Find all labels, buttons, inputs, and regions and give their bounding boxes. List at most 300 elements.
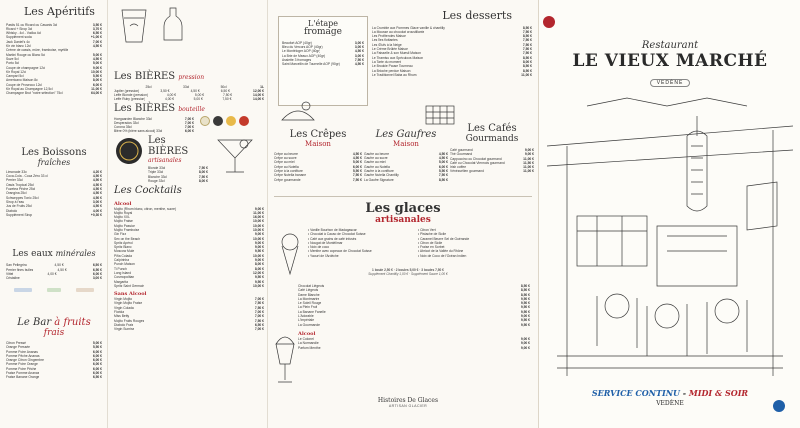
restaurant-header (539, 40, 800, 89)
menu-item-price: 7,50 € (522, 42, 532, 47)
menu-item-name: Gaufre au sucre (364, 156, 388, 161)
menu-item-price: 64,00 € (91, 91, 102, 96)
menu-item-name: Irish coffee (450, 165, 467, 170)
perrier-logo-icon (47, 287, 61, 293)
menu-item-price: 8,00 € (92, 78, 102, 83)
bieres-bouteille-subtitle: bouteille (178, 106, 205, 113)
menu-item-price: 4,50 € (438, 156, 448, 161)
restaurant-kicker: Restaurant (641, 40, 699, 51)
fromage-title-b: fromage (303, 27, 343, 38)
menu-item-name: Schweppes Tonic 25cl (6, 195, 39, 200)
menu-item-price: +0,30 € (90, 212, 102, 217)
flavour-item: • Noix de Coco de l'Océan Indien (418, 253, 467, 258)
bieres-artisanales-list (148, 166, 208, 183)
bieres-pression-title: Les BIÈRES (114, 71, 176, 82)
cocktails-section (114, 186, 264, 332)
bieres-artisanales-section (114, 136, 264, 183)
flavour-item: • Vanille Bourbon de Madagascar (308, 228, 357, 232)
flavour-item: • Chocolat à Cacao de Chocolat Suisse (308, 232, 366, 237)
flavour-item: • Citron Vert (418, 228, 436, 232)
menu-item-name: L'Impériale (298, 318, 315, 323)
boissons-section (6, 148, 102, 217)
cocktails-sans-alcool-list (114, 297, 264, 331)
menu-item-name: Crêpe Nutella banane (274, 173, 307, 178)
menu-item-name: Gin Fizz (114, 232, 127, 237)
menu-item-price: 4,50 € (92, 178, 102, 183)
menu-panel-2 (108, 0, 268, 428)
bar-fruits-title-b: à fruits (54, 317, 91, 328)
flavour-item: • Citron de Sicile (418, 240, 443, 245)
bieres-pression-heading (114, 72, 264, 83)
hoegaarden-logo-icon (200, 116, 210, 126)
beer-brand-logos (200, 116, 249, 134)
menu-item-price: 4,50 € (92, 182, 102, 187)
glaces-brand-name: Histoires De Glaces (377, 397, 439, 404)
menu-item-price: 5,00 € (352, 160, 362, 165)
menu-item-name: Kir Royal 12cl (6, 69, 27, 74)
menu-item-name: La Normandie (298, 341, 319, 346)
market-hall-illustration (547, 86, 793, 376)
menu-item-name: Ti Punch (114, 266, 127, 271)
menu-item-price: 6,00 € (438, 164, 448, 169)
menu-item (6, 91, 102, 95)
menu-item-price: 7,00 € (184, 116, 194, 121)
glaces-alcool-list (298, 337, 530, 350)
menu-item-price: 9,50 € (520, 322, 530, 327)
menu-item-price: 6,00 € (92, 353, 102, 358)
menu-item-price: 4,50 € (354, 49, 364, 54)
ice-cream-cone-illustration-icon (276, 232, 304, 276)
menu-item-name: Kir Royal au Champagne 12,5cl (6, 87, 53, 91)
menu-item-price: 6,00 € (92, 82, 102, 87)
menu-item-price: 9,00 € (254, 240, 264, 245)
menu-panel-1 (0, 0, 108, 428)
menu-item-price: 10,00 € (253, 223, 264, 228)
menu-item-price: 7,50 € (522, 47, 532, 52)
menu-item-price: 8,00 € (198, 170, 208, 175)
menu-item-name: Les Îles flottantes (372, 38, 398, 43)
gaufres-section (364, 130, 448, 182)
menu-item-name: Bière 0% (bière sans alcool) 33cl (114, 129, 163, 134)
menu-item-price: 7,50 € (222, 93, 233, 98)
menu-item-name: Pomme Poire Pêche (6, 366, 37, 371)
cocktail-glass-illustration-icon (212, 136, 258, 176)
menu-item-price: 9,50 € (520, 309, 530, 314)
menu-item-price: 9,00 € (524, 147, 534, 152)
menu-item-price: 3,70 € (92, 26, 102, 31)
menu-item-price: 6,50 € (92, 31, 102, 36)
menu-item-price: 9,50 € (520, 305, 530, 310)
menu-item-price: 9,00 € (254, 245, 264, 250)
menu-item-price: 9,50 € (520, 318, 530, 323)
menu-item-price: 3,50 € (160, 88, 170, 93)
glaces-flavours-right (418, 228, 528, 258)
menu-item-price: 6,00 € (92, 366, 102, 371)
menu-item-name: Diabolo Frais (114, 322, 134, 327)
menu-item-name: Crêpe au beurre (274, 151, 299, 156)
glaces-brand (348, 398, 468, 408)
menu-item-name: Café Liégeois (298, 288, 319, 293)
menu-item-name: Mojito XXL (114, 215, 130, 220)
menu-item-name: La Tarte du moment (372, 59, 402, 64)
menu-item-price: 7,50 € (522, 29, 532, 34)
cafes-subtitle: Gourmands (465, 133, 519, 144)
menu-item-name: La Faisselle & son Muesli Maison (372, 51, 421, 56)
menu-item-price: 8,00 € (522, 59, 532, 64)
menu-item-price: 3,00 € (92, 199, 102, 204)
menu-item-price: 9,50 € (520, 296, 530, 301)
menu-item-name: Beaufort AOP (40gr) (282, 40, 312, 45)
menu-item-price: 9,50 € (254, 249, 264, 254)
menu-item-name: Crêpe gourmande (274, 177, 301, 182)
restaurant-name: LE VIEUX MARCHÉ (572, 51, 768, 71)
menu-item-price: 4,50 € (54, 263, 64, 268)
eaux-list (6, 263, 102, 280)
menu-item-name: La Montmartre (298, 296, 320, 301)
bar-fruits-title (6, 318, 102, 329)
menu-item-name: Pomme Pêche Ananas (6, 353, 40, 358)
menu-item-name: Mojito (Rhum blanc, citron, menthe, sucre) (114, 206, 177, 211)
menu-item-name: Hoegaarden Blanche 33cl (114, 116, 152, 121)
menu-item-price: 7,50 € (522, 51, 532, 56)
bieres-artisanales-heading (148, 136, 208, 157)
bieres-bouteille-title: Les BIÈRES (114, 103, 176, 114)
menu-item-name: Sex on the Beach (114, 236, 141, 241)
menu-item-price: 5,50 € (438, 169, 448, 174)
menu-item-price: 8,50 € (520, 292, 530, 297)
menu-item-name: Caïpirinha (114, 258, 130, 263)
bieres-artisanales-title: Les BIÈRES (148, 135, 189, 157)
eaux-heading (6, 250, 102, 259)
menu-item-price: 5,00 € (193, 97, 203, 102)
desserts-list (372, 26, 532, 78)
menu-item-price: 6,00 € (92, 272, 102, 277)
bieres-pression-section (114, 72, 264, 102)
footer-town: VEDÈNE (656, 400, 684, 407)
menu-item-name: Le Soleil Rouge (298, 301, 322, 306)
glaces-flavours-right-list (418, 228, 528, 258)
menu-item-name: Le Crème Brûlée Maison (372, 47, 409, 52)
bieres-artisanales-body (114, 136, 264, 183)
menu-item-price: 11,50 € (523, 160, 534, 165)
menu-item-name: L'Adorable (298, 314, 314, 319)
menu-item-name: Desperados 33cl (114, 120, 139, 125)
menu-item-price: 6,00 € (352, 164, 362, 169)
menu-item-name: Cappuccino ou Chocolat gourmand (450, 156, 502, 161)
menu-item-price: 6,50 € (220, 88, 230, 93)
menu-item-price: 8,50 € (522, 34, 532, 39)
menu-item-name: Campari 5cl (6, 74, 24, 79)
vittel-logo-icon (76, 287, 94, 293)
menu-item-price: 6,50 € (254, 322, 264, 327)
menu-item-price: 8,50 € (522, 68, 532, 73)
bieres-bouteille-body (114, 115, 264, 134)
water-brand-logos (6, 287, 102, 293)
menu-item-price: 7,50 € (254, 305, 264, 310)
menu-item-price: 9,00 € (92, 65, 102, 70)
menu-item-name: Mojito Fruits Rouges (114, 318, 145, 323)
menu-item-price: 7,00 € (254, 314, 264, 319)
section-divider (274, 196, 532, 197)
menu-item-name: Whisky - 4cl - Vodka 4cl (6, 31, 41, 36)
menu-item (274, 178, 362, 182)
menu-item-name: Mojito Framboise (114, 227, 140, 232)
blue-dot-decoration (773, 400, 785, 412)
menu-item-name: Cristaline (6, 276, 20, 281)
menu-item (114, 327, 264, 331)
menu-item-name: San Pellegrino (6, 263, 28, 268)
fromage-title-a: L'étape (307, 19, 339, 28)
desserts-section (372, 10, 532, 77)
menu-item-name: Gaufre à la confiture (364, 169, 394, 174)
menu-item-price: 4,50 € (92, 195, 102, 200)
menu-item-name: Perrier 33cl (6, 178, 23, 183)
menu-item-price: 5,50 € (352, 169, 362, 174)
menu-item-name: Champagne Brut "notre sélection" 75cl (6, 91, 63, 96)
menu-item-name: Thé Gourmand (450, 152, 473, 157)
glass-illustration-icon (112, 2, 156, 46)
menu-item-price: 4,50 € (354, 62, 364, 67)
bar-fruits-section (6, 318, 102, 380)
menu-item-price: 14,00 € (252, 93, 264, 98)
menu-item-name: Limonade 33cl (6, 169, 28, 174)
menu-item-price: 7,00 € (92, 39, 102, 44)
menu-item-price: 10,00 € (253, 219, 264, 224)
menu-item-price: 7,00 € (254, 327, 264, 332)
menu-item-name: Triple 33cl (148, 170, 164, 175)
menu-item (298, 346, 530, 350)
menu-item-price: 3,00 € (354, 40, 364, 45)
menu-item-price: 11,00 € (253, 210, 264, 215)
menu-item (114, 97, 264, 101)
boissons-subtitle: fraîches (37, 157, 71, 167)
menu-item-price: 4,50 € (352, 156, 362, 161)
menu-item-price: 5,00 € (92, 52, 102, 57)
pression-header-cell: 1L (260, 84, 264, 89)
menu-item-name: Rouge 33cl (148, 178, 165, 183)
menu-item (6, 276, 102, 280)
pression-header-cell: 33cl (183, 84, 190, 89)
glaces-prices (308, 268, 508, 276)
menu-item-name: Orangina 25cl (6, 191, 27, 196)
menu-item-name: Le Tiramisu aux Spéculoos Maison (372, 55, 424, 60)
menu-item-name: Fraise Banane Orange (6, 375, 40, 380)
menu-item-name: Suze 5cl (6, 56, 19, 61)
menu-item-name: Orange Citron Gingembre (6, 358, 44, 363)
menu-item-price: 6,00 € (92, 349, 102, 354)
gaufres-title: Les Gaufres (375, 129, 437, 140)
menu-item-name: La Plein Fruit (298, 305, 318, 310)
menu-cover-panel (538, 0, 800, 428)
menu-item-name: Corona 35cl (114, 125, 132, 130)
flavour-item: • Pistache de Sicile (418, 232, 447, 237)
eaux-title: Les eaux (12, 249, 53, 259)
menu-item-price: 6,50 € (92, 375, 102, 380)
glaces-section (268, 202, 538, 225)
restaurant-town-badge: VEDÈNE (650, 79, 691, 87)
menu-item-name: Moscow Mule (114, 249, 135, 254)
menu-item-name: Citron Pressé (6, 340, 26, 345)
menu-item-price: 8,00 € (198, 178, 208, 183)
menu-item-price: 6,50 € (92, 267, 102, 272)
menu-item-name: Pomme Poire Orange (6, 362, 38, 367)
menu-item-name: Sirop à l'eau (6, 199, 25, 204)
craft-beer-badge-icon (114, 136, 144, 166)
aperitifs-title: Les Apéritifs (24, 5, 95, 18)
menu-item-price: 4,50 € (57, 267, 67, 272)
menu-item-name: Blonde 33cl (148, 166, 166, 170)
menu-item-name: Parfum Menthe (298, 345, 321, 350)
menu-item-price: 12,00 € (253, 270, 264, 275)
menu-item-price: 3,50 € (92, 22, 102, 27)
menu-item-name: La Brioche perdue Maison (372, 68, 411, 73)
menu-item-name: Kir vin blanc 12cl (6, 44, 31, 49)
menu-item-price: 8,50 € (520, 288, 530, 293)
menu-item-name: Jus de Fruits 25cl (6, 204, 32, 209)
glaces-boules: 1 boule 2,50 € · 2 boules 5,00 € · 3 boules 7,50 € (372, 268, 444, 272)
menu-item-price: 4,50 € (92, 204, 102, 209)
menu-item-name: Le Montéloger AOP (40gr) (282, 49, 321, 54)
menu-item-price: 10,00 € (253, 227, 264, 232)
gaufres-subtitle: Maison (393, 139, 419, 148)
menu-item-price: 3,00 € (354, 45, 364, 50)
menu-item-price: 4,50 € (92, 187, 102, 192)
menu-item-name: Americano Maison 8cl (6, 78, 39, 83)
menu-item-name: Diabolo (6, 208, 18, 213)
menu-item-name: Coca-Cola - Coca Zéro 33 cl (6, 174, 48, 179)
menu-item-name: Spritz Blanc (114, 245, 132, 250)
crepes-title: Les Crêpes (289, 129, 347, 140)
menu-item-name: Gaufre au beurre (364, 151, 390, 156)
menu-item-name: Orange Pressée (6, 345, 31, 350)
glaces-subtitle: artisanales (375, 214, 431, 225)
menu-item-price: 5,00 € (92, 61, 102, 66)
menu-item-name: La Mousse au chocolat croustillante (372, 29, 425, 34)
menu-item-price: 4,00 € (92, 208, 102, 213)
menu-item-name: Virgin Colada (114, 305, 134, 310)
flavour-item: • Yaourt de l'Ardèche (308, 253, 339, 258)
menu-item-name: La Gourmande (298, 322, 320, 327)
menu-item-price: 5,00 € (194, 93, 205, 98)
menu-item-name: La Brie de Meaux AOP (40gr) (282, 53, 326, 58)
menu-item (114, 129, 194, 133)
glaces-coupes-section (298, 284, 530, 350)
menu-item-price: 3,00 € (354, 53, 364, 58)
menu-item-price: 7,00 € (184, 120, 194, 125)
menu-item-price: 6,00 € (92, 358, 102, 363)
menu-item-name: Café ou Chocolat Viennois gourmand (450, 160, 505, 165)
menu-item-price: 4,50 € (92, 174, 102, 179)
menu-item-name: Crêpe au miel (274, 160, 295, 165)
menu-item-name: Vittel (6, 272, 14, 277)
flavour-item: • Abricot de la Vallée du Rhône (418, 249, 464, 254)
menu-item-price: 9,00 € (520, 341, 530, 346)
menu-item-price: 4,50 € (92, 191, 102, 196)
menu-item-price: 4,00 € (164, 97, 175, 102)
san-pellegrino-logo-icon (14, 287, 32, 293)
glaces-alcool-title: Alcool (298, 330, 316, 337)
menu-item (298, 323, 530, 327)
menu-item-price: 11,00 € (523, 169, 534, 174)
menu-item-price: 7,50 € (354, 58, 364, 63)
menu-item-price: 7,50 € (438, 173, 448, 178)
menu-item-name: Gaufre au miel (364, 160, 386, 165)
menu-item (6, 375, 102, 379)
menu-item-name: La Crumble aux Pommes Glace vanille & chantilly (372, 25, 445, 30)
menu-item-price: 7,50 € (254, 318, 264, 323)
menu-item-price: 6,50 € (92, 263, 102, 268)
menu-item-name: Fuzetea Pêche 25cl (6, 187, 36, 192)
beer-bottle-illustration-icon (158, 6, 188, 42)
menu-item-name: Les Profiteroles Maison (372, 34, 407, 39)
menu-item-price: 5,50 € (92, 345, 102, 350)
menu-panel-3 (268, 0, 538, 428)
menu-item-price: 9,00 € (254, 206, 264, 211)
menu-item-price: 3,00 € (92, 276, 102, 281)
menu-item-name: Margarita (114, 279, 128, 284)
flavour-item: • Nougat de Montélimar (308, 240, 343, 245)
service-separator: - (679, 388, 689, 398)
menu-item-price: 9,00 € (520, 345, 530, 350)
menu-item-name: Spritz Apérol (114, 240, 133, 245)
service-continu: SERVICE CONTINU (591, 388, 680, 398)
menu-item-price: 11,00 € (91, 87, 102, 91)
crepes-section (274, 130, 362, 182)
menu-item-price: 10,00 € (253, 236, 264, 241)
menu-item-price: 8,50 € (522, 64, 532, 69)
menu-item (364, 178, 448, 182)
menu-item-name: Gaufre au Nutella (364, 164, 390, 169)
menu-item-name: Supplément Sirop (6, 212, 33, 217)
aperitifs-list (6, 23, 102, 96)
cafes-list (450, 148, 534, 174)
menu-item-price: 7,00 € (254, 297, 264, 302)
cafes-section (450, 124, 534, 174)
red-dot-decoration (543, 16, 555, 28)
bieres-bouteille-section (114, 104, 264, 134)
menu-item-name: Punch Maison (114, 262, 135, 267)
menu-item-price: 11,00 € (523, 156, 534, 161)
menu-item-name: Virgin Mojito (114, 297, 133, 302)
menu-item-name: La Gaufre Signature (364, 177, 394, 182)
menu-item-price: 9,00 € (520, 336, 530, 341)
menu-item-price: +1,00 € (90, 35, 102, 40)
menu-item-price: 7,50 € (222, 97, 232, 102)
menu-item-price: 12,00 € (253, 88, 264, 93)
bar-fruits-title-a: Le Bar (17, 317, 52, 328)
menu-item-price: 8,50 € (520, 284, 530, 288)
crepes-subtitle: Maison (305, 139, 331, 148)
menu-item-name: Mojito Passion (114, 223, 136, 228)
menu-item-name: Saint Marcellin de Tournelle AOP (90gr) (282, 62, 340, 67)
menu-item-price: 11,00 € (523, 165, 534, 170)
menu-item-name: Gaufre Nutella Chantilly (364, 173, 399, 178)
cocktails-sans-alcool-title: Sans Alcool (114, 291, 147, 298)
menu-item-name: Pastis 51 ou Ricard ou Casanis 3cl (6, 22, 58, 27)
flavour-item: • Noix de coco (308, 245, 330, 250)
menu-item (372, 73, 532, 77)
flavour-item: • Café aux grains de café infusés (308, 236, 357, 241)
crepes-list (274, 152, 362, 182)
bieres-pression-subtitle: pression (178, 74, 205, 81)
menu-item-name: Fraise Pomme Ananas (6, 371, 40, 376)
glaces-flavours-left (308, 228, 418, 258)
menu-item-price: 8,50 € (522, 55, 532, 60)
desserts-title: Les desserts (442, 9, 512, 22)
menu-item-price: 7,00 € (184, 125, 194, 130)
menu-item-price: 7,50 € (352, 177, 362, 182)
menu-item-name: Crêpe au Nutella (274, 164, 299, 169)
